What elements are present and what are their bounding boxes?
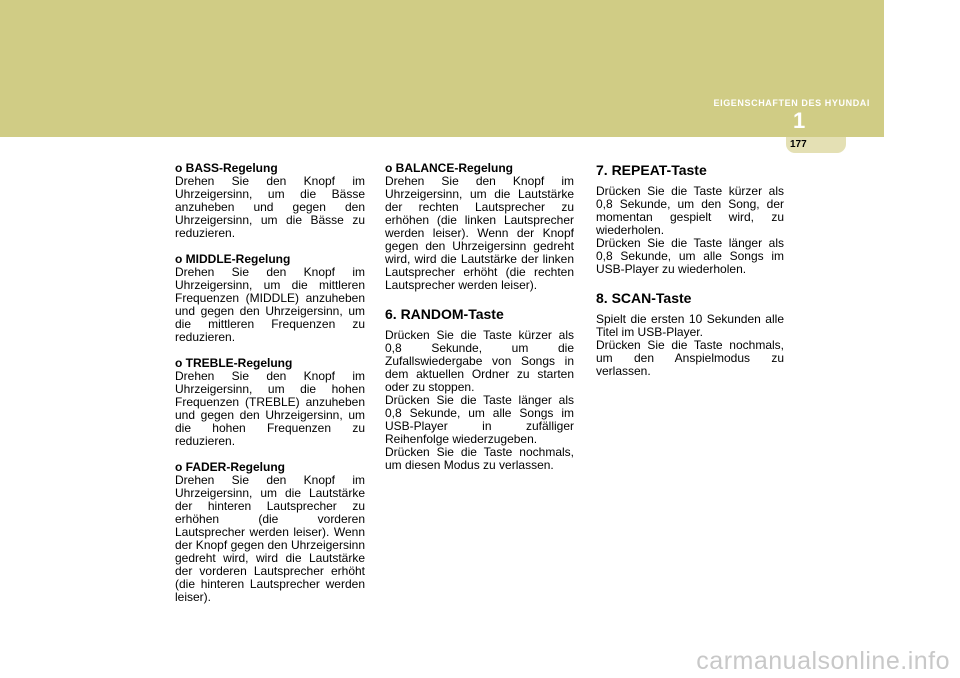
fader-heading: o FADER-Regelung	[175, 460, 285, 474]
random-heading: 6. RANDOM-Taste	[385, 306, 504, 322]
random-text-3: Drücken Sie die Taste nochmals, um diesen Modus zu verlassen.	[385, 445, 574, 472]
column-right	[596, 162, 784, 378]
chapter-number: 1	[793, 108, 806, 133]
bass-heading: o BASS-Regelung	[175, 161, 278, 175]
column-middle	[385, 162, 574, 472]
scan-text-1: Spielt die ersten 10 Sekunden alle Titel im USB-Player.	[596, 312, 784, 339]
random-text-2: Drücken Sie die Taste länger als 0,8 Sekunde, um alle Songs im USB-Player in zufälliger Reihenfolge wiederzugeben.	[385, 393, 574, 446]
scan-text-2: Drücken Sie die Taste nochmals, um den Anspielmodus zu verlassen.	[596, 338, 784, 378]
balance-heading: o BALANCE-Regelung	[385, 161, 513, 175]
scan-heading: 8. SCAN-Taste	[596, 290, 692, 306]
repeat-text-2: Drücken Sie die Taste länger als 0,8 Sekunde, um alle Songs im USB-Player zu wiederholen.	[596, 236, 784, 276]
middle-heading: o MIDDLE-Regelung	[175, 252, 291, 266]
header-band	[0, 0, 884, 137]
watermark: carmanualsonline.info	[696, 647, 950, 675]
balance-text: Drehen Sie den Knopf im Uhrzeigersinn, um die Lautstärke der rechten Lautsprecher zu erhöhen (die linken Lautsprecher werden leiser). Wenn der Knopf gegen den Uhrzeigersinn gedreht wird, wird die Lautstärke der linken Lautsprecher erhöht (die rechten Lautsprecher werden leiser).	[385, 174, 574, 292]
repeat-text-1: Drücken Sie die Taste kürzer als 0,8 Sekunde, um den Song, der momentan gespielt wird, zu wiederholen.	[596, 184, 784, 237]
middle-text: Drehen Sie den Knopf im Uhrzeigersinn, um die mittleren Frequenzen (MIDDLE) anzuheben und gegen den Uhrzeigersinn, um die mittleren Frequenzen zu reduzieren.	[175, 265, 365, 344]
treble-heading: o TREBLE-Regelung	[175, 356, 293, 370]
chapter-title: EIGENSCHAFTEN DES HYUNDAI	[713, 98, 870, 108]
repeat-heading: 7. REPEAT-Taste	[596, 162, 707, 178]
random-text-1: Drücken Sie die Taste kürzer als 0,8 Sekunde, um die Zufallswiedergabe von Songs in dem aktuellen Ordner zu starten oder zu stoppen.	[385, 328, 574, 394]
column-left	[175, 162, 365, 604]
page-number: 177	[790, 139, 807, 150]
treble-text: Drehen Sie den Knopf im Uhrzeigersinn, um die hohen Frequenzen (TREBLE) anzuheben und gegen den Uhrzeigersinn, um die hohen Frequenzen zu reduzieren.	[175, 369, 365, 448]
fader-text: Drehen Sie den Knopf im Uhrzeigersinn, um die Lautstärke der hinteren Lautsprecher zu erhöhen (die vorderen Lautsprecher werden leiser). Wenn der Knopf gegen den Uhrzeigersinn gedreht wird, wird die Lautstärke der vorderen Lautsprecher erhöht (die hinteren Lautsprecher werden leiser).	[175, 473, 365, 604]
bass-text: Drehen Sie den Knopf im Uhrzeigersinn, um die Bässe anzuheben und gegen den Uhrzeigersinn, um die Bässe zu reduzieren.	[175, 174, 365, 240]
